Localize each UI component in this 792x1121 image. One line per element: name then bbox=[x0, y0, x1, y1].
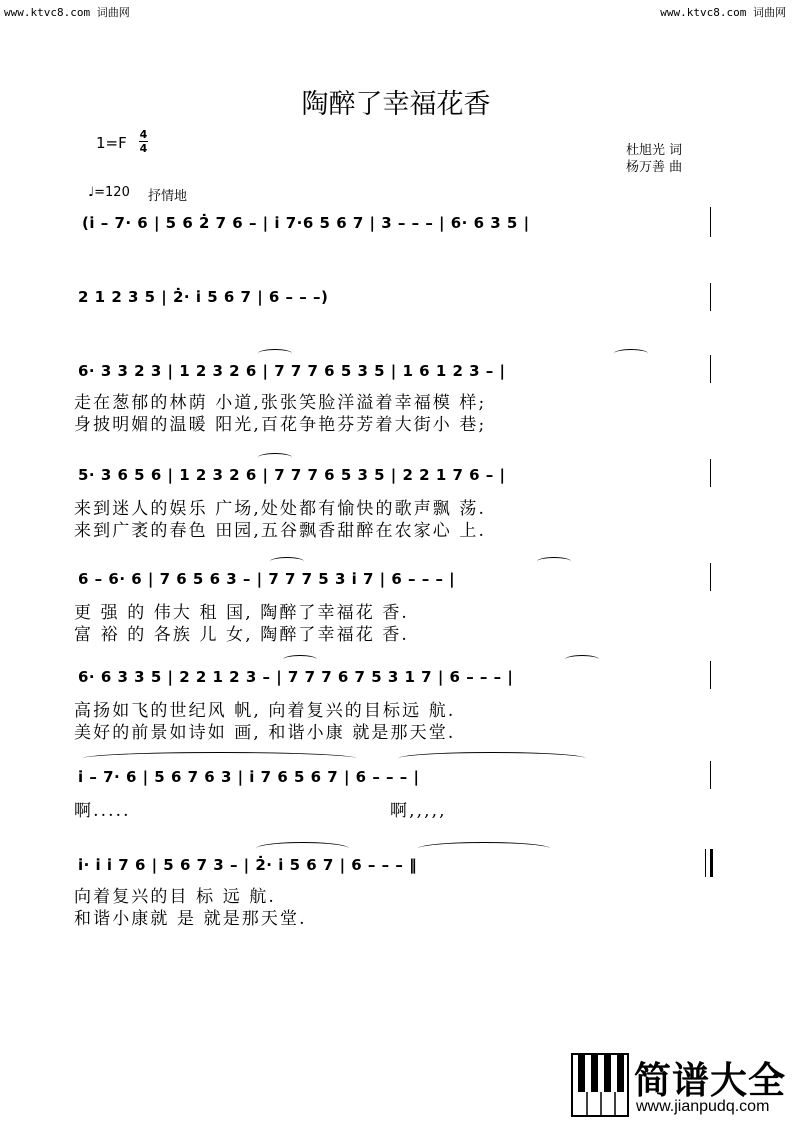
time-signature-top: 4 bbox=[139, 128, 148, 141]
lyric-line-6a: 高扬如飞的世纪风 帆, 向着复兴的目标远 航. bbox=[74, 701, 456, 721]
system-7-notes: i̇ – 7· 6 | 5 6 7 6 3 | i̇ 7 6 5 6 7 | 6 – – – | bbox=[78, 768, 420, 786]
expression-mark: 抒情地 bbox=[148, 189, 188, 204]
song-title: 陶醉了幸福花香 bbox=[301, 89, 491, 120]
watermark-left[interactable]: www.ktvc8.com 词曲网 bbox=[4, 6, 130, 19]
phrase-slur bbox=[398, 752, 586, 765]
logo-domain-text[interactable]: www.jianpudq.com bbox=[636, 1098, 770, 1115]
piano-keys-icon bbox=[570, 1052, 630, 1118]
end-barline-5 bbox=[710, 563, 711, 591]
end-barline-2 bbox=[710, 283, 711, 311]
final-barline-thin bbox=[705, 849, 706, 877]
slur bbox=[283, 655, 317, 664]
slur bbox=[614, 349, 648, 358]
lyricist-credit: 杜旭光 词 bbox=[626, 143, 683, 158]
phrase-slur bbox=[418, 842, 550, 855]
lyric-line-8b: 和谐小康就 是 就是那天堂. bbox=[74, 909, 307, 929]
slur bbox=[258, 453, 292, 462]
lyric-line-5b: 富 裕 的 各族 儿 女, 陶醉了幸福花 香. bbox=[74, 625, 409, 645]
key-signature: 1=F bbox=[96, 134, 127, 152]
lyric-line-5a: 更 强 的 伟大 租 国, 陶醉了幸福花 香. bbox=[74, 603, 409, 623]
lyric-line-4b: 来到广袤的春色 田园,五谷飘香甜醉在农家心 上. bbox=[74, 521, 487, 541]
lyric-line-4a: 来到迷人的娱乐 广场,处处都有愉快的歌声飘 荡. bbox=[74, 499, 487, 519]
system-3-notes: 6· 3 3 2 3 | 1 2 3 2 6 | 7 7 7 6 5 3 5 | 1 6 1 2 3 – | bbox=[78, 362, 506, 380]
system-4-notes: 5· 3 6 5 6 | 1 2 3 2 6 | 7 7 7 6 5 3 5 | 2 2 1 7 6 – | bbox=[78, 466, 506, 484]
system-5-notes: 6 – 6· 6 | 7 6 5 6 3 – | 7 7 7 5 3 i̇ 7 | 6 – – – | bbox=[78, 570, 456, 588]
system-2-notes: 2 1 2 3 5 | 2̇· i̇ 5 6 7 | 6 – – –) bbox=[78, 288, 329, 306]
end-barline-1 bbox=[710, 207, 711, 237]
lyric-line-7a: 啊..... bbox=[74, 801, 131, 821]
end-barline-7 bbox=[710, 761, 711, 789]
slur bbox=[270, 557, 304, 566]
end-barline-4 bbox=[710, 459, 711, 487]
time-signature-bottom: 4 bbox=[139, 142, 148, 155]
time-signature bbox=[139, 128, 148, 155]
system-6-notes: 6· 6 3 3 5 | 2 2 1 2 3 – | 7 7 7 6 7 5 3 1 7 | 6 – – – | bbox=[78, 668, 514, 686]
lyric-line-8a: 向着复兴的目 标 远 航. bbox=[74, 887, 276, 907]
lyric-line-3a: 走在葱郁的林荫 小道,张张笑脸洋溢着幸福模 样; bbox=[74, 393, 487, 413]
lyric-line-3b: 身披明媚的温暖 阳光,百花争艳芬芳着大街小 巷; bbox=[74, 415, 487, 435]
end-barline-6 bbox=[710, 661, 711, 689]
system-1-notes: (i̇ – 7· 6 | 5 6 2̇ 7 6 – | i̇ 7·6 5 6 7 | 3 – – – | 6· 6 3 5 | bbox=[82, 214, 530, 232]
watermark-right[interactable]: www.ktvc8.com 词曲网 bbox=[660, 6, 786, 19]
phrase-slur bbox=[256, 842, 349, 855]
slur bbox=[258, 349, 292, 358]
tempo-mark: ♩=120 bbox=[88, 185, 130, 200]
logo-brand-text: 简谱大全 bbox=[634, 1059, 786, 1102]
jianpudq-logo bbox=[570, 1050, 792, 1120]
phrase-slur bbox=[82, 752, 357, 765]
composer-credit: 杨万善 曲 bbox=[626, 160, 683, 175]
end-barline-3 bbox=[710, 355, 711, 383]
slur bbox=[565, 655, 599, 664]
lyric-line-6b: 美好的前景如诗如 画, 和谐小康 就是那天堂. bbox=[74, 723, 456, 743]
final-barline-thick bbox=[710, 849, 713, 877]
system-8-notes: i̇· i̇ i̇ 7 6 | 5 6 7 3 – | 2̇· i̇ 5 6 7 | 6 – – – ‖ bbox=[78, 856, 418, 874]
slur bbox=[537, 557, 571, 566]
lyric-line-7b: 啊,,,,, bbox=[390, 801, 447, 821]
